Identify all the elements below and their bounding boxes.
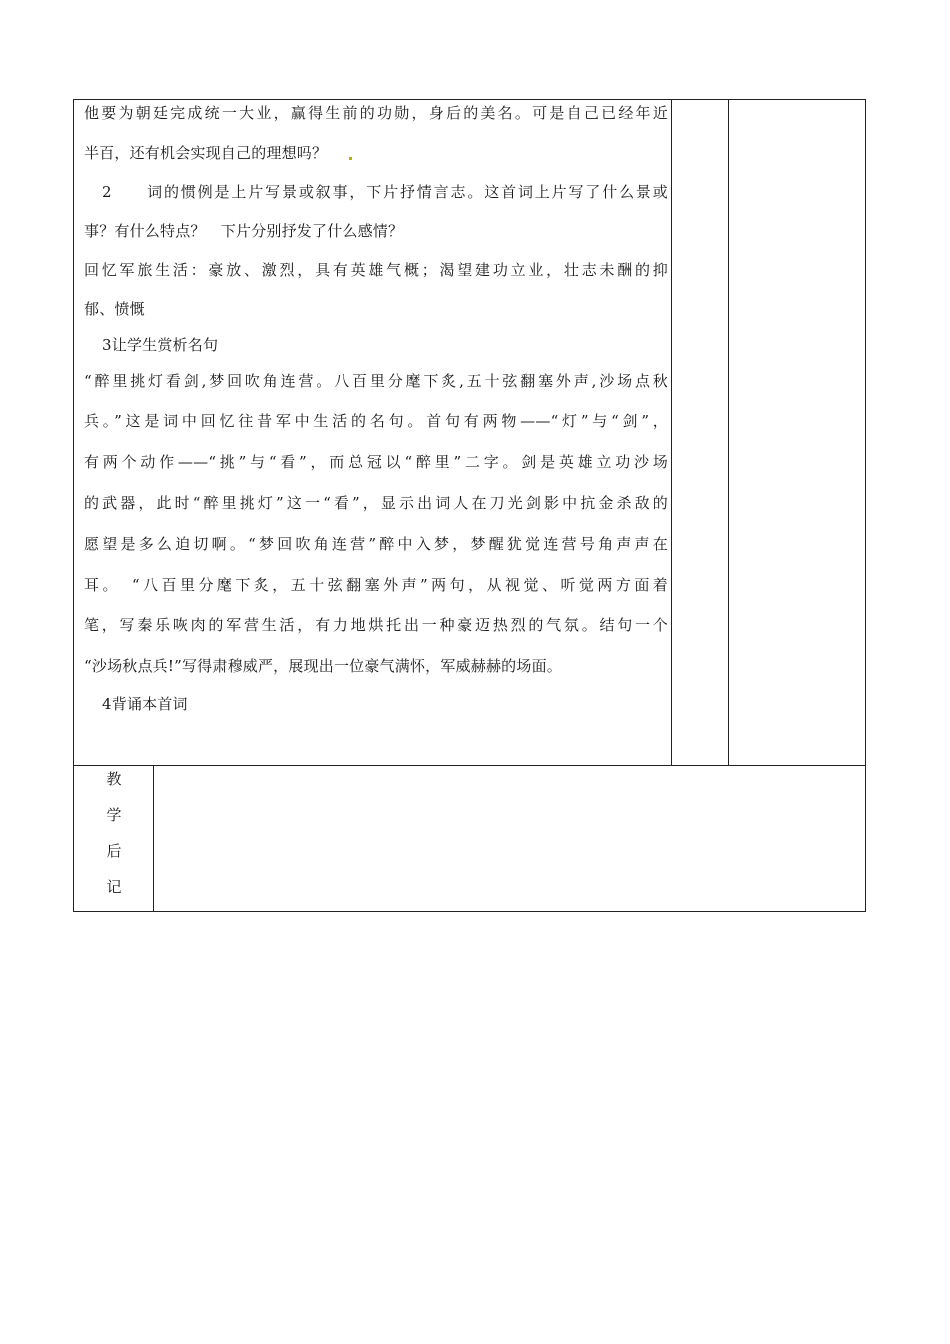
lesson-content-cell [74,100,672,765]
text-line-10: 有两个动作——“挑”与“看”，而总冠以“醉里”二字。剑是英雄立功沙场 [84,453,668,471]
postscript-table [73,765,866,912]
text-line-5: 回忆军旅生活：豪放、激烈，具有英雄气概；渴望建功立业，壮志未酬的抑 [84,261,668,279]
postscript-content-cell [154,766,865,911]
text-line-9: 兵。”这是词中回忆往昔军中生活的名句。首句有两物——“灯”与“剑”， [84,412,668,430]
text-line-11: 的武器，此时“醉里挑灯”这一“看”，显示出词人在刀光剑影中抗金杀敌的 [84,494,668,512]
text-line-4: 事？有什么特点？ 下片分别抒发了什么感情？ [84,222,404,240]
marker-dot [349,157,352,160]
lesson-table [73,99,866,766]
label-char-4: 记 [106,878,122,896]
label-char-2: 学 [106,806,122,824]
text-line-14: 笔，写秦乐咴肉的军营生活，有力地烘托出一种豪迈热烈的气氛。结句一个 [84,616,668,634]
text-line-6: 郁、愤慨 [84,300,145,318]
text-line-2: 半百，还有机会实现自己的理想吗？ [84,143,668,163]
text-line-15: “沙场秋点兵!”写得肃穆威严，展现出一位豪气满怀，军威赫赫的场面。 [84,657,562,675]
text-line-12: 愿望是多么迫切啊。“梦回吹角连营”醉中入梦，梦醒犹觉连营号角声声在 [84,535,668,553]
section-heading-4: 4背诵本首词 [102,695,188,713]
text-line-13: 耳。 “八百里分麾下炙，五十弦翻塞外声”两句，从视觉、听觉两方面着 [84,576,668,594]
text-line-8: “醉里挑灯看剑,梦回吹角连营。八百里分麾下炙,五十弦翻塞外声,沙场点秋 [84,372,668,390]
label-char-1: 教 [106,770,122,788]
postscript-label-cell [74,766,154,911]
section-heading-3: 3让学生赏析名句 [102,336,219,354]
text-line-3: 2 词的惯例是上片写景或叙事，下片抒情言志。这首词上片写了什么景或 [102,183,668,201]
text-line-1: 他要为朝廷完成统一大业，赢得生前的功勋，身后的美名。可是自己已经年近 [84,104,668,122]
label-char-3: 后 [106,842,122,860]
empty-column-middle [672,100,729,765]
empty-column-right [729,100,865,765]
